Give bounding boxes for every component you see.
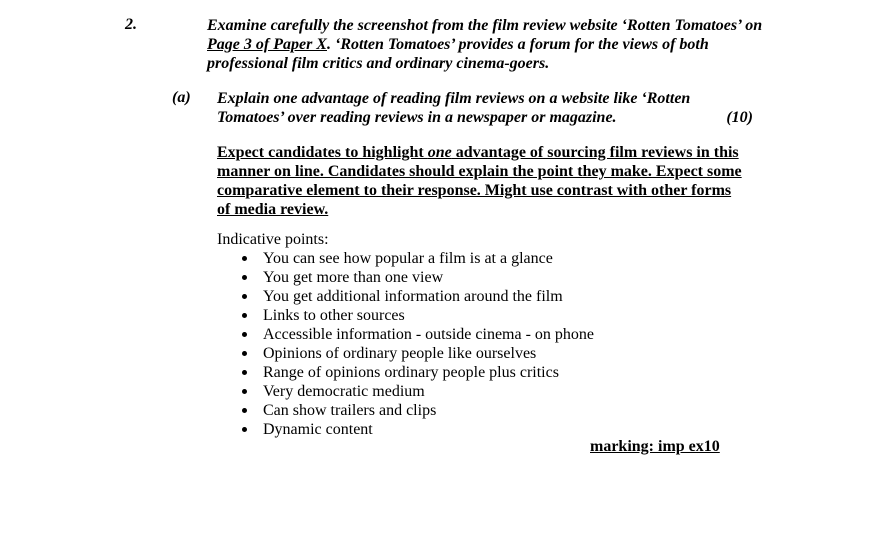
list-item [234,344,594,363]
bullet-icon [242,256,247,261]
marking-scheme: marking: imp ex10 [590,438,720,455]
indicative-points-list [234,249,594,439]
point-text: Opinions of ordinary people like ourselves [263,345,537,362]
bullet-icon [242,427,247,432]
point-text: Links to other sources [263,307,405,324]
question-text [207,16,767,73]
list-item [234,268,594,287]
guidance-text-end: advantage of sourcing film reviews in this manner on line. Candidates should explain the point they make. Expect some comparative element to their response. Might use contrast with other forms of media review. [217,144,742,218]
part-a-marks: (10) [726,109,753,126]
bullet-icon [242,408,247,413]
bullet-icon [242,275,247,280]
list-item [234,401,594,420]
question-text-end: . ‘Rotten Tomatoes’ provides a forum for the views of both professional film critics and ordinary cinema-goers. [207,36,709,72]
list-item [234,306,594,325]
question-text-start: Examine carefully the screenshot from the film review website ‘Rotten Tomatoes’ on [207,17,763,34]
bullet-icon [242,351,247,356]
bullet-icon [242,294,247,299]
part-a-text: Explain one advantage of reading film reviews on a website like ‘Rotten Tomatoes’ over reading reviews in a newspaper or magazine. [217,90,691,126]
bullet-icon [242,370,247,375]
list-item [234,325,594,344]
point-text: Accessible information - outside cinema - on phone [263,326,595,343]
point-text: You get more than one view [263,269,444,286]
bullet-icon [242,313,247,318]
list-item [234,382,594,401]
bullet-icon [242,332,247,337]
bullet-icon [242,389,247,394]
part-a-question [217,89,757,127]
point-text: Dynamic content [263,421,373,438]
marker-guidance [217,143,742,219]
paper-reference-link: Page 3 of Paper X [207,36,327,53]
point-text: Can show trailers and clips [263,402,437,419]
point-text: Very democratic medium [263,383,425,400]
point-text: You can see how popular a film is at a glance [263,250,553,267]
question-number: 2. [125,16,137,33]
guidance-emphasis: one [427,144,452,161]
guidance-text-start: Expect candidates to highlight [217,144,428,161]
indicative-points-title: Indicative points: [217,231,329,248]
point-text: You get additional information around the film [263,288,563,305]
list-item [234,287,594,306]
list-item [234,420,594,439]
point-text: Range of opinions ordinary people plus critics [263,364,559,381]
list-item [234,363,594,382]
list-item [234,249,594,268]
part-a-label: (a) [172,89,191,106]
